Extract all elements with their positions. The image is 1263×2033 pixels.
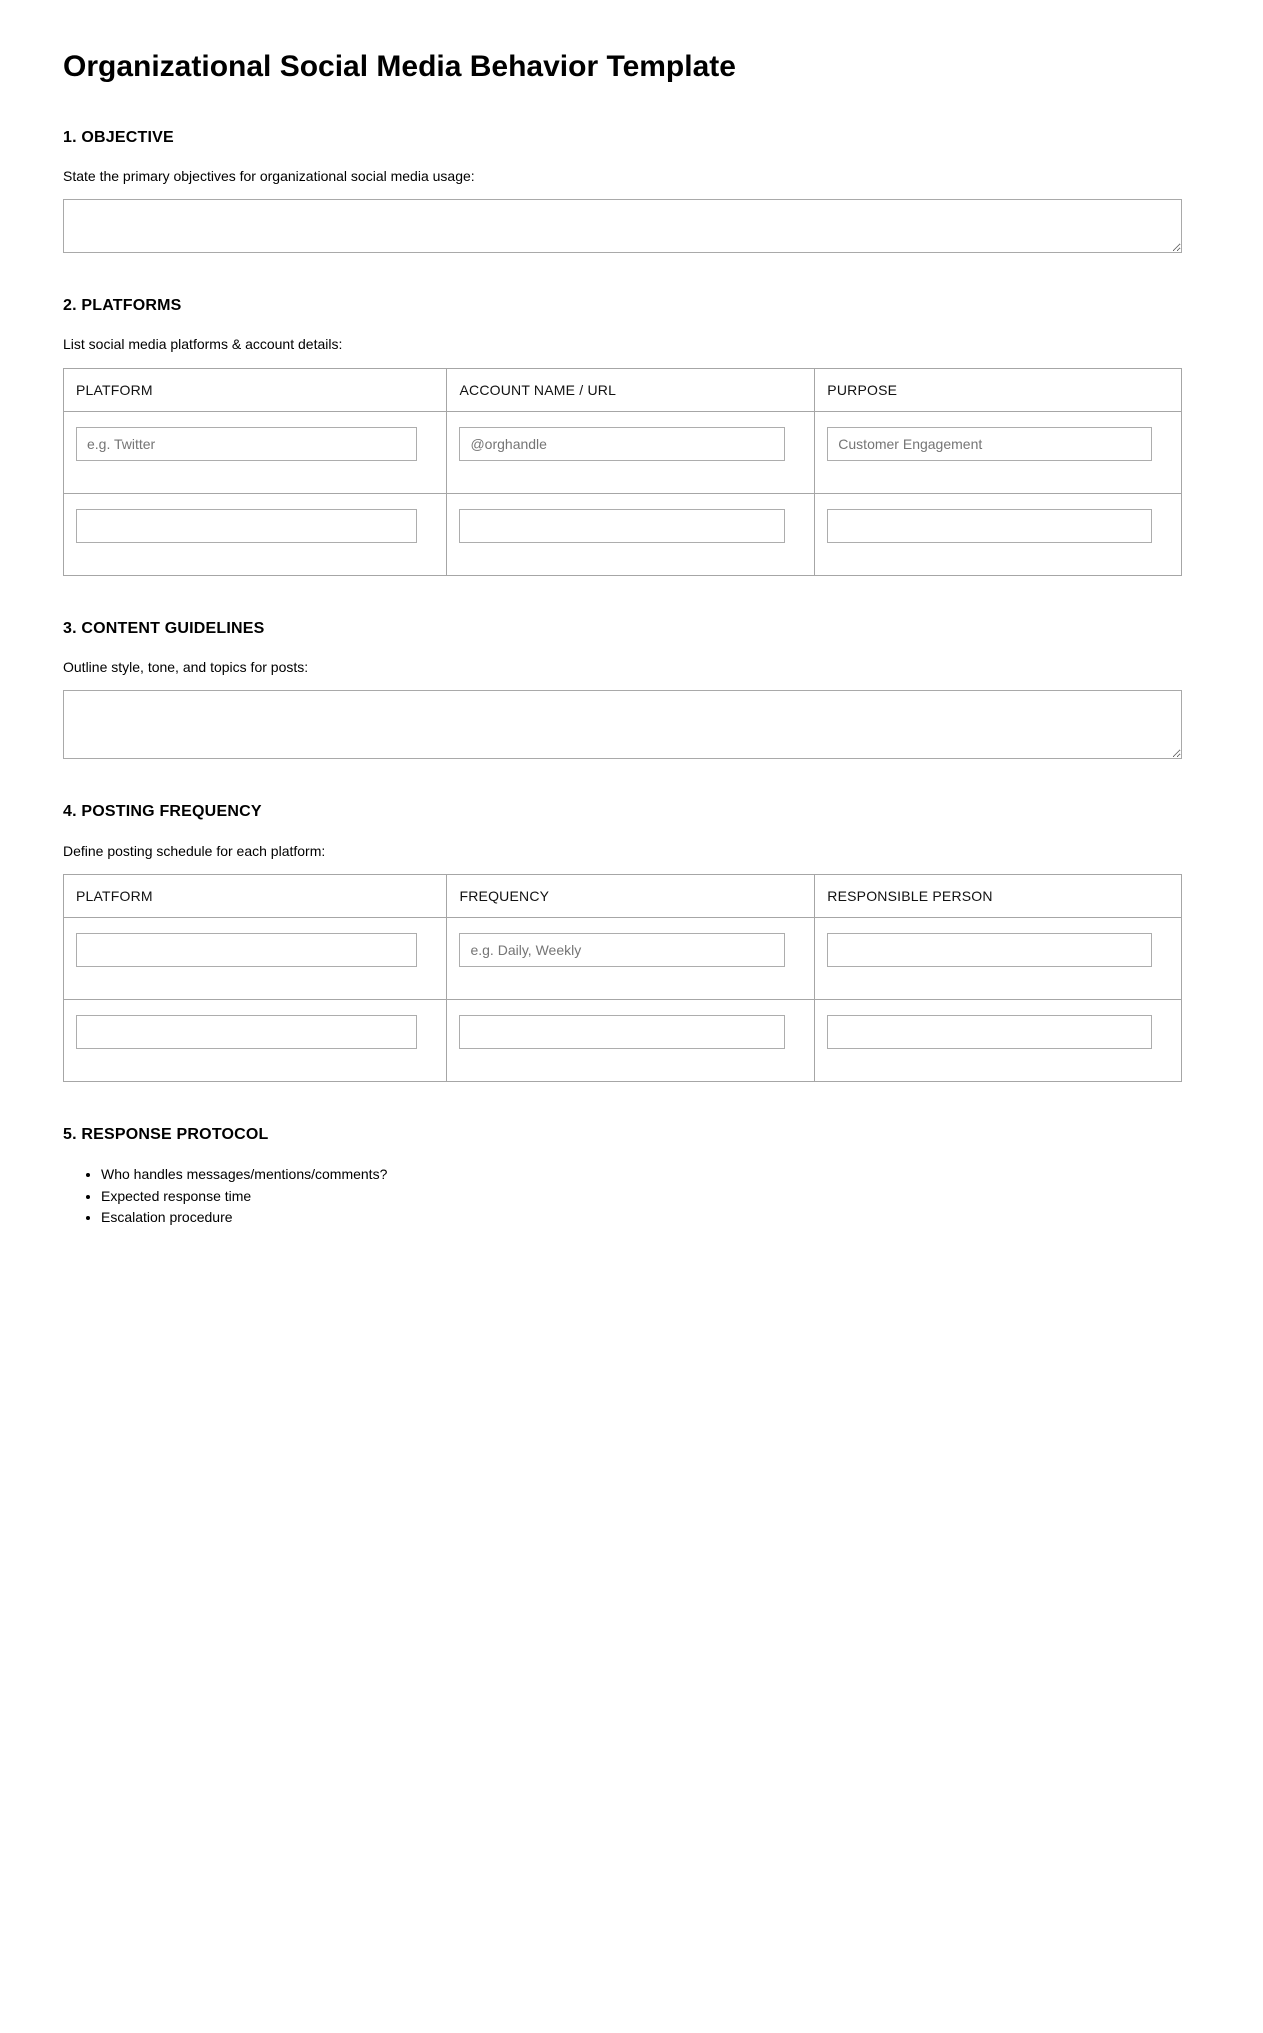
- objective-heading: 1. OBJECTIVE: [63, 128, 174, 146]
- frequency-col-frequency: FREQUENCY: [447, 874, 815, 917]
- objective-textarea[interactable]: [63, 199, 1182, 253]
- purpose-input[interactable]: [827, 427, 1152, 461]
- platforms-col-account: ACCOUNT NAME / URL: [447, 368, 815, 411]
- list-item: • Who handles messages/mentions/comments?: [101, 1164, 1182, 1184]
- responsible-person-input[interactable]: [827, 933, 1152, 967]
- frequency-col-platform: PLATFORM: [64, 874, 447, 917]
- platform-input[interactable]: [76, 427, 417, 461]
- document-content: [63, 50, 1182, 1227]
- objective-description: State the primary objectives for organizational social media usage:: [63, 167, 475, 184]
- response-protocol-list: [63, 1164, 1182, 1227]
- posting-frequency-table: [63, 874, 1182, 1082]
- platforms-table-header-row: [64, 368, 1182, 411]
- platform-input[interactable]: [76, 509, 417, 543]
- platform-input[interactable]: [76, 933, 417, 967]
- content-guidelines-heading: 3. CONTENT GUIDELINES: [63, 619, 265, 637]
- purpose-input[interactable]: [827, 509, 1152, 543]
- table-row: [64, 411, 1182, 493]
- content-guidelines-description: Outline style, tone, and topics for posts:: [63, 659, 309, 676]
- section-content-guidelines: [63, 620, 1182, 760]
- posting-frequency-heading: 4. POSTING FREQUENCY: [63, 803, 262, 821]
- section-platforms: [63, 297, 1182, 576]
- platforms-description: List social media platforms & account details:: [63, 336, 343, 353]
- responsible-person-input[interactable]: [827, 1015, 1152, 1049]
- frequency-input[interactable]: [459, 1015, 785, 1049]
- list-item: • Expected response time: [101, 1186, 1182, 1206]
- posting-frequency-description: Define posting schedule for each platform:: [63, 842, 326, 859]
- content-guidelines-textarea[interactable]: [63, 690, 1182, 759]
- platforms-col-purpose: PURPOSE: [815, 368, 1182, 411]
- account-name-input[interactable]: [459, 427, 785, 461]
- table-row: [64, 917, 1182, 999]
- section-posting-frequency: [63, 803, 1182, 1082]
- posting-frequency-table-header-row: [64, 874, 1182, 917]
- platforms-heading: 2. PLATFORMS: [63, 297, 182, 315]
- platforms-col-platform: PLATFORM: [64, 368, 447, 411]
- page-title: Organizational Social Media Behavior Template: [63, 50, 736, 83]
- frequency-col-responsible: RESPONSIBLE PERSON: [815, 874, 1182, 917]
- table-row: [64, 999, 1182, 1081]
- table-row: [64, 493, 1182, 575]
- platform-input[interactable]: [76, 1015, 417, 1049]
- platforms-table: [63, 368, 1182, 576]
- list-item: • Escalation procedure: [101, 1207, 1182, 1227]
- response-protocol-heading: 5. RESPONSE PROTOCOL: [63, 1125, 269, 1143]
- section-objective: [63, 129, 1182, 254]
- account-name-input[interactable]: [459, 509, 785, 543]
- frequency-input[interactable]: [459, 933, 785, 967]
- section-response-protocol: [63, 1126, 1182, 1227]
